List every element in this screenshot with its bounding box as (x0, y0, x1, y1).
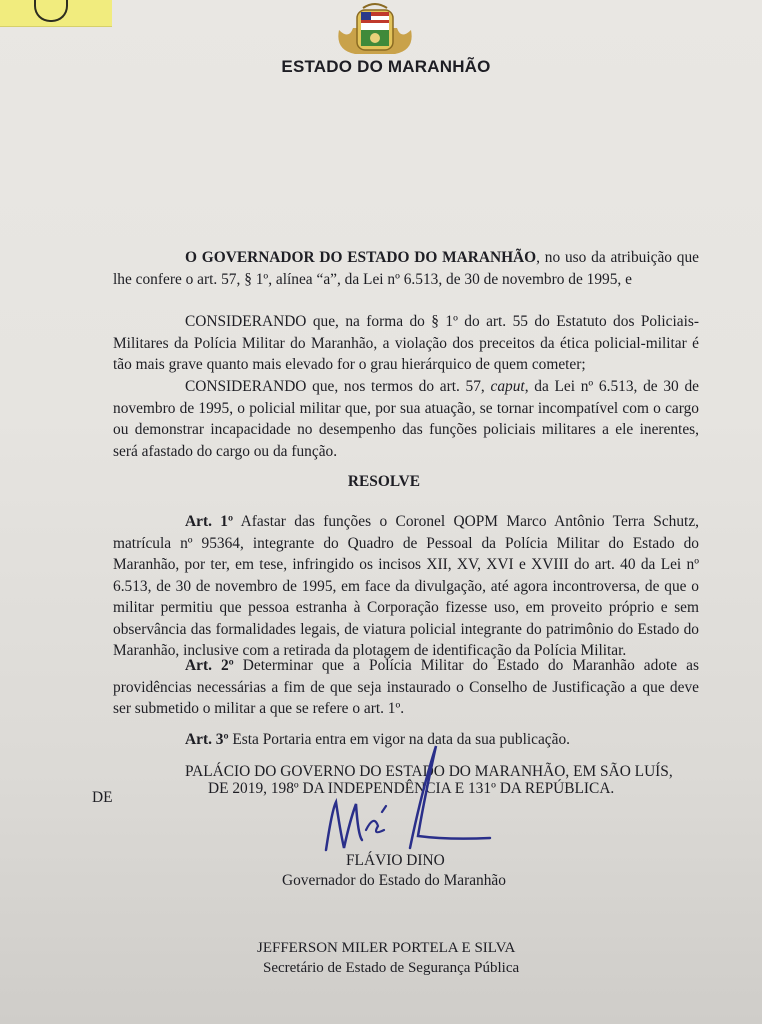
considerando-2-paragraph (113, 376, 699, 462)
article-label: Art. 3º (185, 731, 229, 748)
signatory-2-name: JEFFERSON MILER PORTELA E SILVA (257, 940, 516, 956)
signatory-1-role: Governador do Estado do Maranhão (282, 872, 506, 889)
sticky-note (0, 0, 112, 27)
closing-line-1: PALÁCIO DO GOVERNO DO ESTADO DO MARANHÃO, EM SÃO LUÍS, (185, 763, 673, 780)
handwritten-signature (318, 740, 498, 860)
article-text: Esta Portaria entra em vigor na data da sua publicação. (228, 731, 570, 748)
intro-text: , no uso da atribuição que lhe confere o art. 57, § 1º, alínea “a”, da Lei nº 6.513, de 30 de novembro de 1995, e (113, 249, 699, 288)
state-name-heading: ESTADO DO MARANHÃO (281, 57, 491, 76)
governor-title: O GOVERNADOR DO ESTADO DO MARANHÃO (185, 249, 537, 266)
closing-de-prefix: DE (92, 789, 113, 806)
signatory-1-name: FLÁVIO DINO (346, 852, 445, 869)
considerando-2-after: , da Lei nº 6.513, de 30 de novembro de 1995, o policial militar que, por sua atuação, se tornar incompatível com o cargo ou demonstrar incapacidade no desempenho das funções policiais militares a ele inerentes, será afastado do cargo ou da função. (113, 378, 699, 460)
closing-line-2: DE 2019, 198º DA INDEPENDÊNCIA E 131º DA REPÚBLICA. (208, 780, 615, 797)
article-text: Determinar que a Polícia Militar do Estado do Maranhão adote as providências necessárias a fim de que seja instaurado o Conselho de Justificação a que deve ser submetido o militar a que se refere o art. 1º. (113, 657, 699, 717)
considerando-2-before: CONSIDERANDO que, nos termos do art. 57, (185, 378, 491, 395)
considerando-1-paragraph: CONSIDERANDO que, na forma do § 1º do art. 55 do Estatuto dos Policiais-Militares da Polícia Militar do Maranhão, a violação dos preceitos da ética policial-militar é tão mais grave quanto mais elevado for o grau hierárquico de quem cometer; (113, 313, 699, 373)
article-text: Afastar das funções o Coronel QOPM Marco Antônio Terra Schutz, matrícula nº 95364, integrante do Quadro de Pessoal da Polícia Militar do Estado do Maranhão, por ter, em tese, infringido os incisos XII, XV, XVI e XVIII do art. 40 da Lei nº 6.513, de 30 de novembro de 1995, em face da divulgação, até agora incontroversa, de que o militar permitiu que pessoa estranha à Corporação fizesse uso, em proveito próprio e sem observância das formalidades legais, de viatura policial integrante do patrimônio do Estado do Maranhão, inclusive com a retirada da plotagem de identificação da Polícia Militar. (113, 513, 700, 659)
article-1 (113, 511, 699, 662)
article-label: Art. 2º (185, 657, 234, 674)
intro-paragraph (113, 247, 699, 290)
signatory-2-role: Secretário de Estado de Segurança Pública (263, 960, 520, 976)
state-coat-of-arms-icon (335, 0, 415, 56)
resolve-heading: RESOLVE (347, 473, 421, 490)
article-2 (113, 655, 699, 720)
caput-term: caput (490, 378, 525, 395)
article-label: Art. 1º (185, 513, 234, 530)
